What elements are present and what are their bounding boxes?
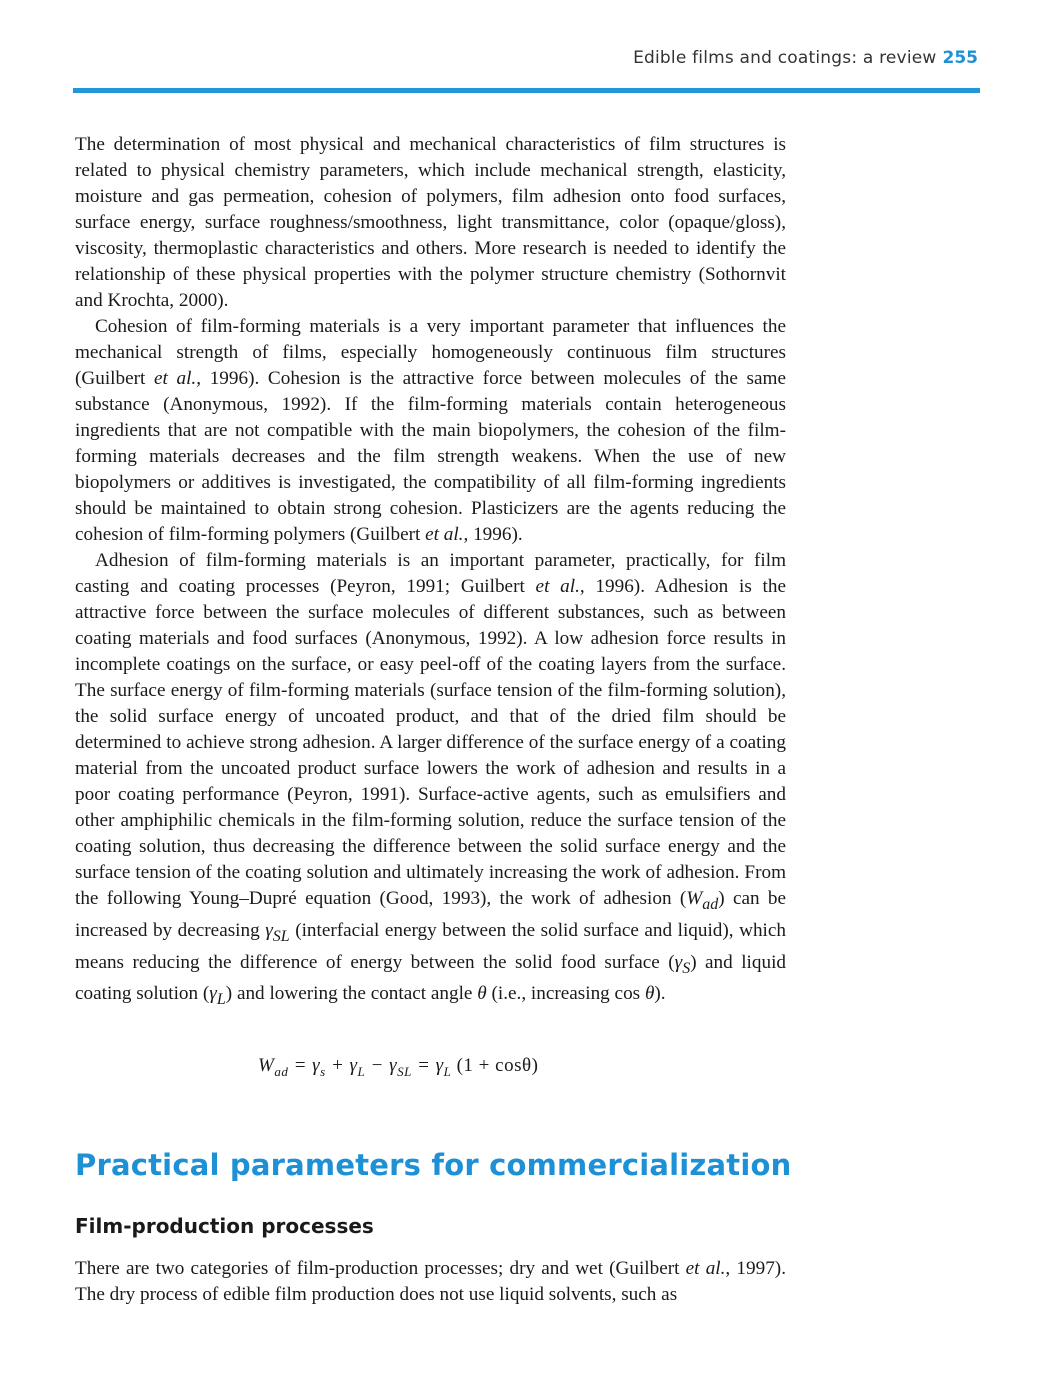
text-run: Cohesion of film-forming materials is a very important parameter that influences the mechanical strength of films, especially homogeneously continuous film structures (Guilbert (75, 316, 786, 389)
symbol-theta: θ (477, 983, 487, 1005)
text-run: There are two categories of film-production processes; dry and wet (Guilbert (75, 1258, 686, 1279)
symbol-sub: SL (272, 927, 290, 945)
page-number: 255 (942, 48, 978, 68)
text-run: ) and lowering the contact angle (225, 983, 478, 1005)
symbol-gamma: γ (674, 951, 683, 973)
text-run: , 1996). (463, 524, 523, 545)
text-run: ) and liquid coating solution ( (75, 951, 786, 1005)
text-run: (interfacial energy between the solid surface and liquid), which means reducing the difference of energy between the solid food surface ( (75, 919, 786, 973)
symbol-sub: S (682, 959, 691, 977)
symbol-w: W (686, 888, 703, 909)
symbol-sub: ad (702, 895, 719, 913)
running-title: Edible films and coatings: a review (633, 48, 937, 68)
header-rule (73, 88, 980, 93)
text-run: (i.e., increasing cos (486, 983, 645, 1005)
body-text-continued (75, 1256, 786, 1308)
symbol-gamma: γ (265, 919, 273, 941)
body-text (75, 132, 786, 1013)
eq-w: W (258, 1055, 275, 1076)
text-run: , 1997). The dry process of edible film production does not use liquid solvents, such as (75, 1258, 786, 1305)
eq-sub: L (443, 1063, 452, 1079)
eq-sub: ad (274, 1063, 289, 1079)
running-header (0, 48, 978, 68)
paragraph-1: The determination of most physical and mechanical characteristics of film structures is related to physical chemistry parameters, which include mechanical strength, elasticity, moisture and gas permeation, cohesion of polymers, film adhesion onto food surfaces, surface energy, surface roughness/smoothness, light transmittance, color (opaque/gloss), viscosity, thermoplastic characteristics and others. More research is needed to identify the relationship of these physical properties with the polymer structure chemistry (Sothornvit and Krochta, 2000). (75, 134, 786, 311)
paragraph-4 (75, 1256, 786, 1308)
young-dupre-equation (258, 1055, 538, 1080)
subsection-heading: Film-production processes (75, 1214, 374, 1238)
symbol-gamma: γ (209, 983, 217, 1005)
symbol-sub: L (216, 991, 226, 1009)
paragraph-2 (75, 314, 786, 548)
text-run: , 1996). Adhesion is the attractive force between the surface molecules of different substances, such as between coating materials and food surfaces (Anonymous, 1992). A low adhesion force results in incomplete coatings on the surface, or easy peel-off of the coating layers from the surface. The surface energy of film-forming materials (surface tension of the film-forming solution), the solid surface energy of uncoated product, and that of the dried film should be determined to achieve strong adhesion. A larger difference of the surface energy of a coating material from the uncoated product surface lowers the work of adhesion and results in a poor coating performance (Peyron, 1991). Surface-active agents, such as emulsifiers and other amphiphilic chemicals in the film-forming solution, reduce the surface tension of the coating solution, thus decreasing the difference between the solid surface energy and the surface tension of the coating solution and ultimately increasing the work of adhesion. From the following Young–Dupré equation (Good, 1993), the work of adhesion ( (75, 576, 786, 909)
text-run-italic: et al. (154, 368, 197, 389)
eq-part: (1 + cosθ) (451, 1055, 539, 1076)
eq-sub: L (357, 1063, 366, 1079)
text-run-italic: et al. (685, 1258, 726, 1279)
text-run-italic: et al. (535, 576, 580, 597)
paragraph-3 (75, 548, 786, 1013)
text-run: Adhesion of film-forming materials is an important parameter, practically, for film casting and coating processes (Peyron, 1991; Guilbert (75, 550, 786, 597)
text-run-italic: et al. (425, 524, 464, 545)
eq-part: − γ (365, 1055, 398, 1076)
text-run: , 1996). Cohesion is the attractive force between molecules of the same substance (Anonymous, 1992). If the film-forming materials contain heterogeneous ingredients that are not compatible with the main biopolymers, the cohesion of the film-forming materials decreases and the film strength weakens. When the use of new biopolymers or additives is investigated, the compatibility of all film-forming ingredients should be maintained to obtain strong cohesion. Plasticizers are the agents reducing the cohesion of film-forming polymers (Guilbert (75, 368, 786, 545)
symbol-theta: θ (644, 983, 655, 1005)
text-run: ) can be increased by decreasing (75, 888, 786, 941)
eq-sub: SL (397, 1063, 412, 1079)
eq-sub: s (320, 1063, 326, 1079)
eq-part: = γ (411, 1055, 444, 1076)
eq-part: + γ (325, 1055, 358, 1076)
eq-part: = γ (288, 1055, 321, 1076)
text-run: ). (654, 983, 666, 1005)
section-heading: Practical parameters for commercialization (75, 1148, 792, 1182)
